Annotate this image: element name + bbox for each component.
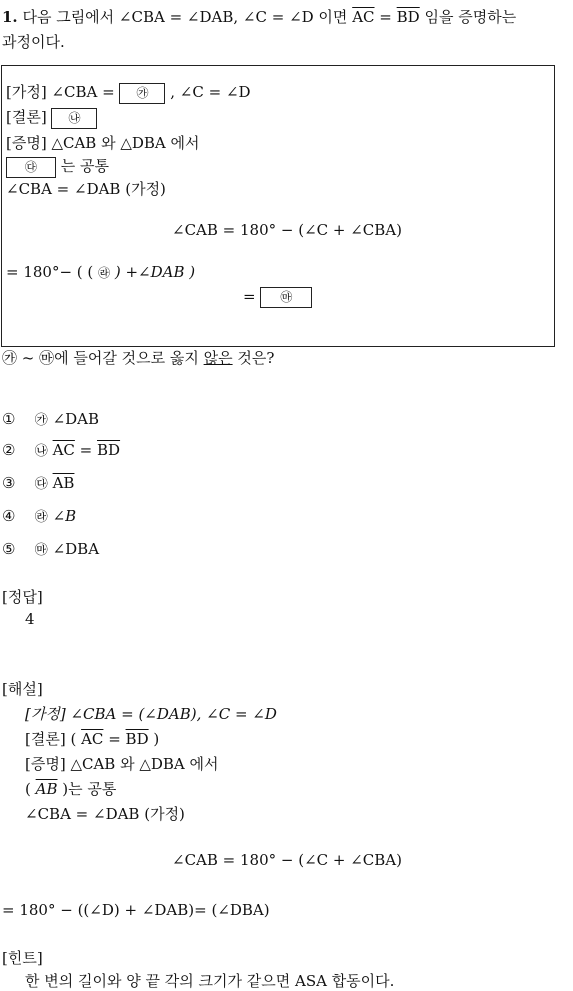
proof-cab-line: ∠CAB = 180° − (∠C + ∠CBA) [172,221,402,239]
choice-mark: ㉲ [34,543,48,558]
assume-label: [가정] ∠CBA = [6,83,115,101]
choice-number: ② [2,441,16,459]
explanation-conclusion [25,728,159,749]
eq-mid: ) +∠DAB ) [114,263,196,281]
hint-label: [힌트] [2,949,43,967]
explanation-final-line: = 180° − ((∠D) + ∠DAB)= (∠DBA) [2,901,270,919]
assume-tail: , ∠C = ∠D [170,83,251,101]
blank-box-na: ㉯ [51,108,97,129]
explanation-common [25,778,116,799]
conclusion-label: [결론] [6,108,47,126]
choice-4[interactable] [2,506,76,525]
mark-ra: ㉱ [98,266,111,280]
proof-common [6,155,109,178]
explanation-cab-line: ∠CAB = 180° − (∠C + ∠CBA) [172,851,402,869]
question-text-tail: 임을 증명하는 [424,8,517,26]
choice-text: ∠B [52,507,77,525]
equals-sign: = [108,730,121,748]
choice-mark: ㉯ [34,444,48,459]
choice-3[interactable] [2,473,74,492]
prompt-suffix: 것은? [237,349,275,367]
prompt-underlined: 않은 [203,349,233,367]
choice-mark: ㉮ [34,413,48,428]
explanation-label: [해설] [2,680,43,698]
choice-1[interactable] [2,409,99,428]
eq-prefix: = 180°− ( ( [6,263,94,281]
choice-number: ④ [2,507,16,525]
segment-bd: $\overline{BD}$ [396,8,420,26]
question-prompt [2,347,274,368]
equals-sign: = [379,8,392,26]
concl-suffix: ) [153,730,160,748]
segment-ab: $\overline{AB}$ [35,780,58,798]
proof-conclusion [6,106,97,129]
choice-number: ③ [2,474,16,492]
eq2-prefix: = [243,287,256,306]
question-text: 다음 그림에서 ∠CBA = ∠DAB, ∠C = ∠D 이면 [22,8,348,26]
concl-prefix: [결론] ( [25,730,77,748]
explanation-assumption [25,703,277,724]
answer-value: 4 [25,610,35,628]
choice-number: ⑤ [2,540,16,558]
segment-ac: $\overline{AC}$ [352,8,375,26]
segment-bd: $\overline{BD}$ [125,730,149,748]
common-suffix: )는 공통 [62,780,117,798]
proof-statement: [증명] △CAB 와 △DBA 에서 [6,134,200,152]
choice-2[interactable]: ② ㉯ $\overline{AC} = \overline{BD}$ [2,441,121,459]
choice-text: ∠DAB [52,410,100,428]
common-tail: 는 공통 [60,157,110,175]
blank-box-da: ㉰ [6,157,56,178]
choice-text: $\overline{AB}$ [52,474,75,492]
prompt-prefix: ㉮ ~ ㉲에 들어갈 것으로 옳지 [2,349,199,367]
choice-mark: ㉰ [34,477,48,492]
choice-5[interactable] [2,539,99,558]
explanation-angle-line: ∠CBA = ∠DAB (가정) [25,805,185,823]
question-line-1 [2,6,516,27]
blank-box-ga: ㉮ [119,83,165,104]
choice-number: ① [2,410,16,428]
explanation-proof: [증명] △CAB 와 △DBA 에서 [25,755,219,773]
blank-box-ma: ㉲ [260,287,312,308]
explanation-assume-text: [가정] ∠CBA = (∠DAB), ∠C = ∠D [25,705,277,723]
proof-equation-2 [243,287,312,308]
question-number: 1. [2,8,18,26]
question-line-2: 과정이다. [2,33,65,51]
segment-ac: $\overline{AC}$ [81,730,104,748]
proof-angle-line: ∠CBA = ∠DAB (가정) [6,180,166,198]
common-prefix: ( [25,780,31,798]
proof-assumption [6,81,251,104]
hint-text: 한 변의 길이와 양 끝 각의 크기가 같으면 ASA 합동이다. [25,972,395,990]
proof-equation [6,263,195,281]
choice-mark: ㉱ [34,510,48,525]
answer-label: [정답] [2,588,43,606]
choice-text: ∠DBA [52,540,100,558]
